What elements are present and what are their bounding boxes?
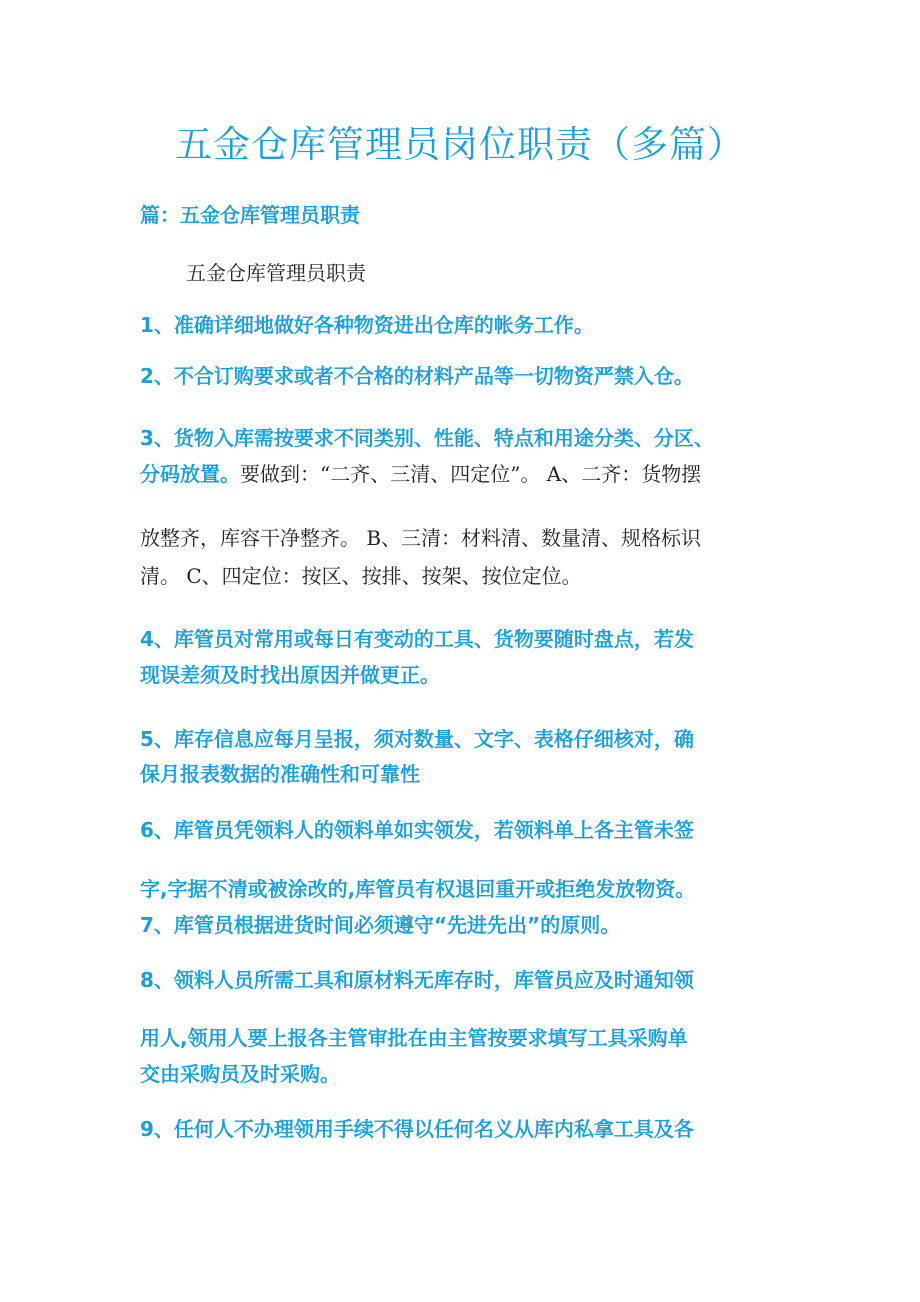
list-item-3-black-text: 要做到：“二齐、三清、四定位”。 A、二齐：货物摆: [240, 462, 702, 486]
list-item-3-line-1: 3、货物入库需按要求不同类别、性能、特点和用途分类、分区、: [140, 426, 714, 450]
list-item-9: 9、任何人不办理领用手续不得以任何名义从库内私拿工具及各: [140, 1117, 694, 1141]
list-item-8-line-1: 8、领料人员所需工具和原材料无库存时，库管员应及时通知领: [140, 968, 694, 992]
list-item-3-line-3: 放整齐，库容干净整齐。 B、三清：材料清、数量清、规格标识: [140, 526, 702, 550]
list-item-5-line-2: 保月报表数据的准确性和可靠性: [140, 762, 420, 786]
list-item-8-line-2: 用人,领用人要上报各主管审批在由主管按要求填写工具采购单: [140, 1026, 688, 1050]
list-item-1: 1、准确详细地做好各种物资进出仓库的帐务工作。: [140, 313, 594, 337]
list-item-3-line-4: 清。 C、四定位：按区、按排、按架、按位定位。: [140, 564, 582, 588]
list-item-6-line-1: 6、库管员凭领料人的领料单如实领发，若领料单上各主管未签: [140, 818, 694, 842]
document-title: 五金仓库管理员岗位职责（多篇）: [175, 123, 745, 166]
section-heading: 篇：五金仓库管理员职责: [140, 203, 360, 227]
list-item-4-line-2: 现误差须及时找出原因并做更正。: [140, 663, 440, 687]
list-item-3-blue-text: 分码放置。: [140, 462, 240, 486]
section-subtitle: 五金仓库管理员职责: [186, 261, 366, 285]
list-item-6-line-2: 字,字据不清或被涂改的,库管员有权退回重开或拒绝发放物资。: [140, 877, 696, 901]
list-item-2: 2、不合订购要求或者不合格的材料产品等一切物资严禁入仓。: [140, 364, 694, 388]
list-item-4-line-1: 4、库管员对常用或每日有变动的工具、货物要随时盘点，若发: [140, 627, 694, 651]
list-item-5-line-1: 5、库存信息应每月呈报，须对数量、文字、表格仔细核对，确: [140, 727, 694, 751]
list-item-8-line-3: 交由采购员及时采购。: [140, 1062, 340, 1086]
list-item-3-line-2: [140, 457, 790, 491]
list-item-7: 7、库管员根据进货时间必须遵守“先进先出”的原则。: [140, 913, 621, 937]
